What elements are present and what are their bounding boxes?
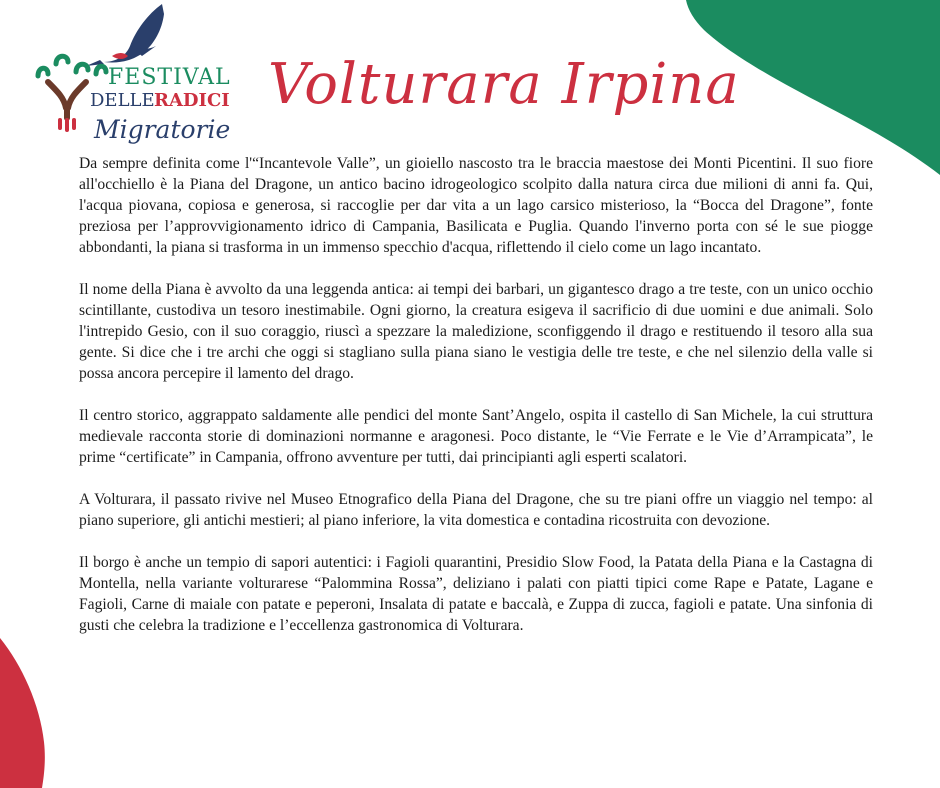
logo-delle-text: DELLE — [90, 90, 155, 111]
paragraph-historic-center: Il centro storico, aggrappato saldamente alle pendici del monte Sant’Angelo, ospita il castello di San Michele, la cui struttura medievale racconta storie di dominazioni normanne e aragonesi. Poco distante, le “Vie Ferrate e le Vie d’Arrampicata”, le prime “certificate” in Campania, offrono avventure per tutti, dai principianti agli esperti scalatori. — [79, 407, 873, 466]
paragraph-museum: A Volturara, il passato rivive nel Museo Etnografico della Piana del Dragone, che su tre piani offre un viaggio nel tempo: al piano superiore, gli antichi mestieri; al piano inferiore, la vita domestica e contadina ricostruita con devozione. — [79, 491, 873, 529]
paragraph-legend: Il nome della Piana è avvolto da una leggenda antica: ai tempi dei barbari, un gigantesco drago a tre teste, con un unico occhio scintillante, custodiva un tesoro inestimabile. Ogni giorno, la creatura esigeva il sacrificio di due uomini e due animali. Solo l'intrepido Gesio, con il suo coraggio, riuscì a spezzare la maledizione, sconfiggendo il drago e restituendo il tesoro alla sua gente. Si dice che i tre archi che oggi si stagliano sulla piana siano le vestigia delle tre teste, e che nel silenzio della valle si possa ancora percepire il lamento del drago. — [79, 281, 873, 382]
swallow-icon — [86, 4, 164, 66]
logo-festival-text: FESTIVAL — [108, 65, 231, 90]
paragraph-intro: Da sempre definita come l'“Incantevole Valle”, un gioiello nascosto tra le braccia maestose dei Monti Picentini. Il suo fiore all'occhiello è la Piana del Dragone, un antico bacino idrogeologico scolpito dalla natura circa due milioni di anni fa. Qui, l'acqua piovana, copiosa e generosa, si raccoglie per dar vita a un lago carsico misterioso, la “Bocca del Dragone”, fonte preziosa per l’approvvigionamento idrico di Campania, Basilicata e Puglia. Quando l'inverno porta con sé le sue piogge abbondanti, la piana si trasforma in un immenso specchio d'acqua, riflettendo il cielo come un lago incantato. — [79, 155, 873, 256]
logo-radici-text: RADICI — [154, 90, 230, 111]
article-body — [79, 153, 873, 657]
page-title: Volturara Irpina — [268, 52, 740, 117]
red-corner-shape — [0, 638, 45, 788]
festival-logo — [30, 0, 245, 150]
paragraph-food: Il borgo è anche un tempio di sapori autentici: i Fagioli quarantini, Presidio Slow Food, la Patata della Piana e la Castagna di Montella, nella variante volturarese “Palommina Rossa”, deliziano i palati con piatti tipici come Rape e Patate, Lagane e Fagioli, Carne di maiale con patate e peperoni, Insalata di patate e baccalà, e Zuppa di zucca, fagioli e patate. Una sinfonia di gusti che celebra la tradizione e l’eccellenza gastronomica di Volturara. — [79, 554, 873, 634]
logo-migratorie-text: Migratorie — [94, 115, 231, 144]
